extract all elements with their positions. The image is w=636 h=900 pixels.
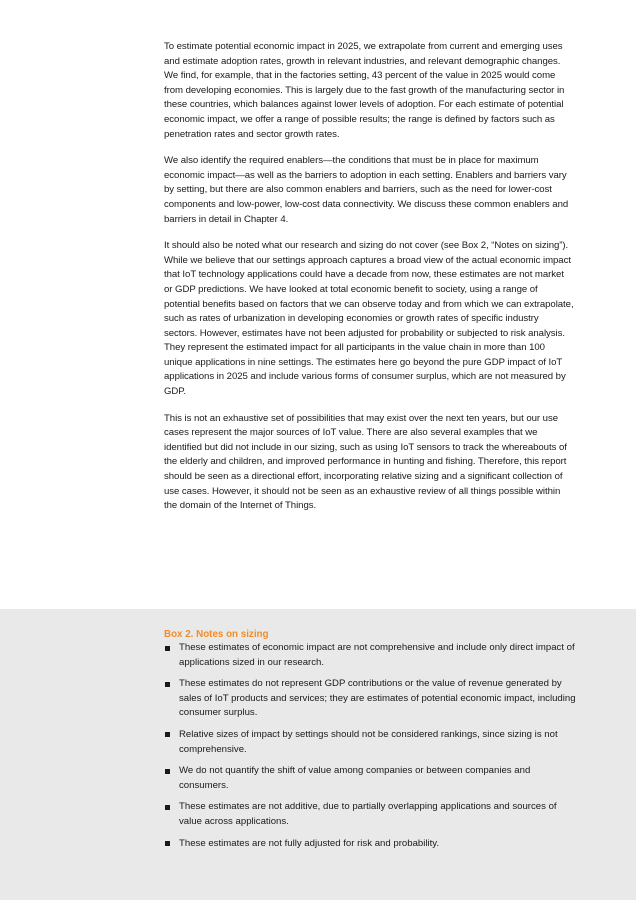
body-text [164,40,574,526]
paragraph: We also identify the required enablers—the conditions that must be in place for maximum economic impact—as well as the barriers to adoption in each setting. Enablers and barriers vary by setting, but there are also common enablers and barriers, such as the need for lower-cost components and low-power, low-cost data connectivity. We discuss these common enablers and barriers in detail in Chapter 4. [164,155,569,225]
list-item-text: We do not quantify the shift of value among companies or between companies and consumers. [179,765,531,791]
list-item [164,728,576,757]
square-bullet-icon [165,769,170,774]
list-item-text: These estimates are not additive, due to partially overlapping applications and sources of value across applications. [179,801,557,827]
list-item-text: These estimates do not represent GDP contributions or the value of revenue generated by sales of IoT products and services; they are estimates of potential economic impact, including consumer surplus. [179,678,576,719]
square-bullet-icon [165,841,170,846]
notes-list [164,641,576,851]
list-item [164,800,576,829]
paragraph: To estimate potential economic impact in 2025, we extrapolate from current and emerging uses and estimate adoption rates, growth in relevant industries, and relevant demographic changes. We find, for example, that in the factories setting, 43 percent of the value in 2025 would come from developing economies. This is largely due to the fast growth of the manufacturing sector in these countries, which balances against lower levels of adoption. For each estimate of potential economic impact, we offer a range of possible results; the range is defined by factors such as penetration rates and sector growth rates. [164,41,565,140]
list-item [164,677,576,721]
list-item-text: These estimates of economic impact are not comprehensive and include only direct impact of applications sized in our research. [179,642,575,668]
list-item [164,641,576,670]
paragraph: This is not an exhaustive set of possibilities that may exist over the next ten years, but our use cases represent the major sources of IoT value. There are also several examples that we identified but did not include in our sizing, such as using IoT sensors to track the whereabouts of the elderly and children, and improved performance in hunting and fishing. Therefore, this report should be seen as a directional effort, incorporating relative sizing and a significant collection of use cases. However, it should not be seen as an exhaustive review of all things possible within the domain of the Internet of Things. [164,412,567,512]
list-item-text: These estimates are not fully adjusted for risk and probability. [179,837,440,849]
list-item [164,837,576,852]
square-bullet-icon [165,682,170,687]
square-bullet-icon [165,805,170,810]
paragraph: It should also be noted what our research and sizing do not cover (see Box 2, “Notes on sizing”). While we believe that our settings approach captures a broad view of the actual economic impact that IoT technology applications could have a decade from now, these estimates are not market or GDP predictions. We have looked at total economic benefit to society, using a range of potential benefits based on factors that we can observe today and from which we can extrapolate, such as rates of urbanization in developing economies or growth rates of specific industry sectors. However, estimates have not been adjusted for probability or subjected to risk analysis. They represent the estimated impact for all participants in the value chain in more than 100 unique applications in nine settings. The estimates here go beyond the pure GDP impact of IoT applications in 2025 and include various forms of consumer surplus, which are not measured by GDP. [164,240,574,398]
list-item [164,764,576,793]
list-item-text: Relative sizes of impact by settings should not be considered rankings, since sizing is not comprehensive. [179,728,558,755]
notes-box [0,609,636,900]
square-bullet-icon [165,732,170,737]
square-bullet-icon [165,646,170,651]
box-title: Box 2. Notes on sizing [164,629,269,640]
notes-box-content [164,628,576,858]
